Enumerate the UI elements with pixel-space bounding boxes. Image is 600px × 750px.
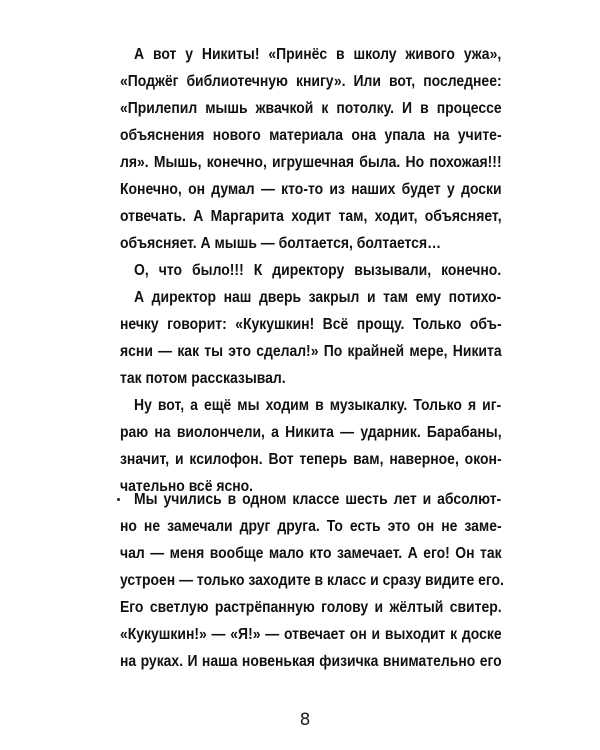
text-line: Конечно, он думал — кто-то из наших будет у доски [120,181,502,198]
page-number: 8 [299,710,311,730]
text-line: нечку говорит: «Кукушкин! Всё прощу. Только объ- [120,316,502,333]
text-line: объясняет. А мышь — болтается, болтается… [120,235,442,252]
print-speck [117,498,120,501]
text-line: ясни — как ты это сделал!» По крайней мере, Никита [120,343,502,360]
text-line: «Прилепил мышь жвачкой к потолку. И в процессе [120,100,502,117]
text-line: О, что было!!! К директору вызывали, конечно. [134,262,502,279]
text-line: отвечать. А Маргарита ходит там, ходит, объясняет, [120,208,502,225]
text-line: так потом рассказывал. [120,370,286,387]
text-line: чал — меня вообще мало кто замечает. А его! Он так [120,545,502,562]
text-line: А вот у Никиты! «Принёс в школу живого ужа», [134,46,502,63]
text-line: «Кукушкин!» — «Я!» — отвечает он и выходит к доске [120,626,502,643]
text-line: объяснения нового материала она упала на учите- [120,127,502,144]
text-line: но не замечали друг друга. То есть это он не заме- [120,518,502,535]
text-line: раю на виолончели, а Никита — ударник. Барабаны, [120,424,502,441]
text-line: Его светлую растрёпанную голову и жёлтый свитер. [120,599,502,616]
text-line: ля». Мышь, конечно, игрушечная была. Но похожая!!! [120,154,502,171]
text-line: значит, и ксилофон. Вот теперь вам, наверное, окон- [120,451,502,468]
text-line: на руках. И наша новенькая физичка внимательно его [120,653,502,670]
text-line: Ну вот, а ещё мы ходим в музыкалку. Только я иг- [134,397,502,414]
text-line: «Поджёг библиотечную книгу». Или вот, последнее: [120,73,502,90]
text-line: Мы учились в одном классе шесть лет и абсолют- [134,491,502,508]
text-line: А директор наш дверь закрыл и там ему потихо- [134,289,502,306]
text-line: чательно всё ясно. [120,478,254,495]
text-line: устроен — только заходите в класс и сразу видите его. [120,572,504,589]
